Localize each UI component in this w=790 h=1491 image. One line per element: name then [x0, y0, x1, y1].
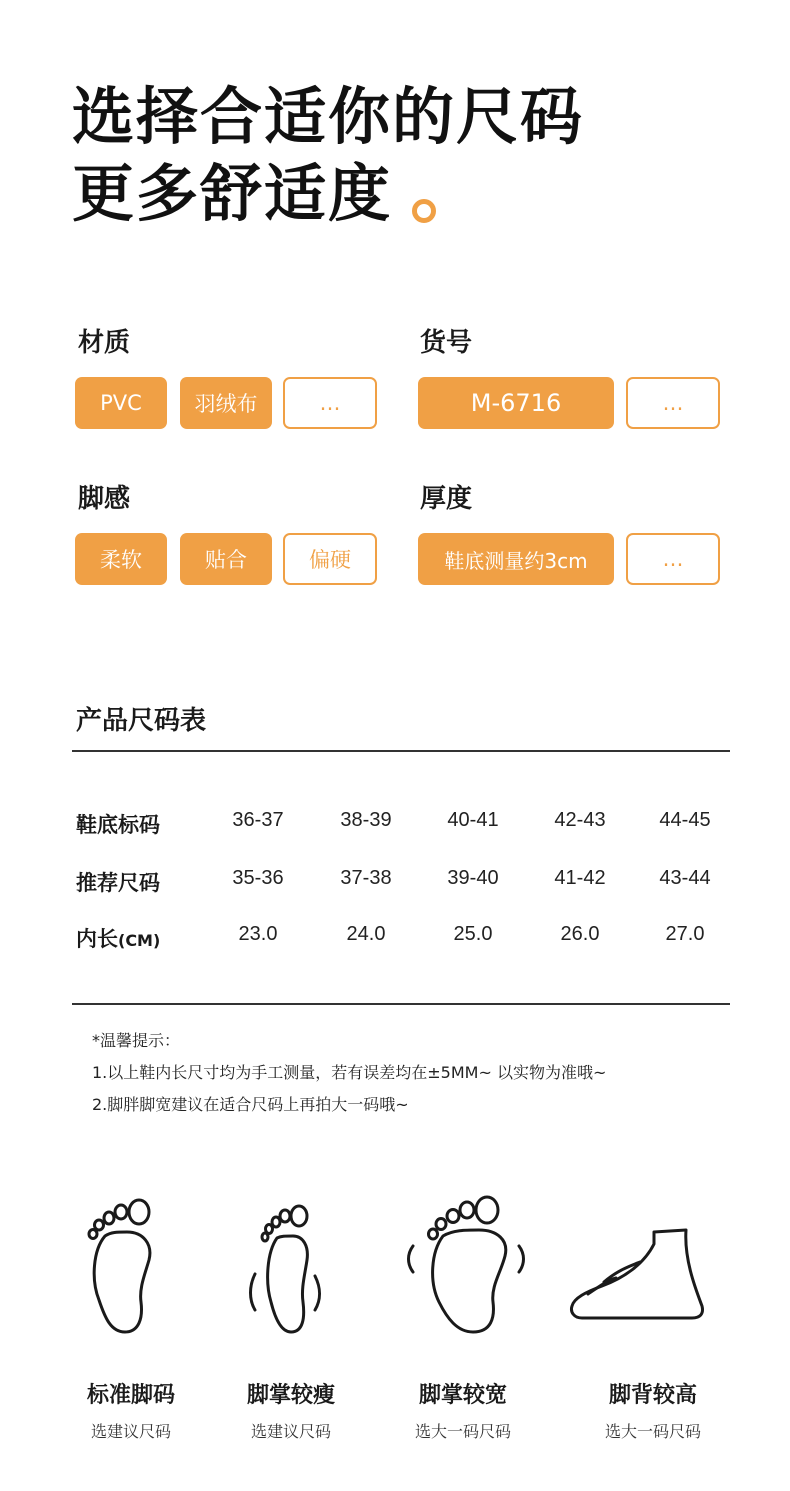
- recommended-size-label: 推荐尺码: [76, 871, 160, 895]
- wide-foot-icon: [395, 1190, 545, 1340]
- feel-tag-firm[interactable]: 偏硬: [283, 533, 377, 585]
- wide-foot-advice: 选大一码尺码: [414, 1422, 511, 1441]
- inner-length-label-text: 内长: [76, 927, 118, 951]
- feel-tag-soft[interactable]: 柔软: [75, 533, 167, 585]
- thickness-tag-more[interactable]: …: [626, 533, 720, 585]
- feel-tag-fitting[interactable]: 贴合: [180, 533, 272, 585]
- table-cell: 42-43: [554, 809, 606, 831]
- table-cell: 38-39: [340, 809, 392, 831]
- table-cell: 26.0: [560, 923, 600, 945]
- narrow-foot-advice: 选建议尺码: [250, 1422, 331, 1441]
- page-title-line-2: 更多舒适度: [72, 157, 393, 230]
- page-title-line-1: 选择合适你的尺码: [72, 80, 585, 153]
- table-cell: 44-45: [659, 809, 711, 831]
- table-cell: 40-41: [447, 809, 499, 831]
- table-cell: 25.0: [453, 923, 493, 945]
- table-cell: 43-44: [659, 867, 711, 889]
- table-cell: 23.0: [238, 923, 278, 945]
- high-instep-foot-advice: 选大一码尺码: [604, 1422, 701, 1441]
- size-table-title: 产品尺码表: [76, 706, 207, 736]
- sole-size-label: 鞋底标码: [76, 813, 160, 837]
- high-instep-foot-title: 脚背较高: [608, 1383, 697, 1408]
- material-tag-pvc[interactable]: PVC: [75, 377, 167, 429]
- table-cell: 27.0: [665, 923, 705, 945]
- notes-line-1: 1.以上鞋内长尺寸均为手工测量，若有误差均在±5MM~ 以实物为准哦~: [92, 1063, 607, 1082]
- item-number-tag[interactable]: M-6716: [418, 377, 614, 429]
- feel-label: 脚感: [78, 484, 131, 514]
- inner-length-unit: (CM): [118, 931, 161, 950]
- table-top-divider: [72, 750, 730, 752]
- narrow-foot-icon: [213, 1190, 363, 1340]
- table-cell: 35-36: [232, 867, 284, 889]
- table-cell: 39-40: [447, 867, 499, 889]
- table-cell: 24.0: [346, 923, 386, 945]
- inner-length-label: [76, 923, 160, 953]
- accent-dot-icon: [412, 199, 436, 223]
- wide-foot-title: 脚掌较宽: [418, 1383, 507, 1408]
- thickness-label: 厚度: [420, 484, 473, 514]
- table-cell: 41-42: [554, 867, 606, 889]
- standard-foot-advice: 选建议尺码: [90, 1422, 171, 1441]
- narrow-foot-title: 脚掌较瘦: [246, 1383, 335, 1408]
- item-number-label: 货号: [420, 328, 473, 358]
- thickness-tag[interactable]: 鞋底测量约3cm: [418, 533, 614, 585]
- standard-foot-icon: [47, 1190, 197, 1340]
- material-tag-down-fabric[interactable]: 羽绒布: [180, 377, 272, 429]
- notes-line-2: 2.脚胖脚宽建议在适合尺码上再拍大一码哦~: [92, 1095, 409, 1114]
- item-number-tag-more[interactable]: …: [626, 377, 720, 429]
- table-cell: 37-38: [340, 867, 392, 889]
- material-tag-more[interactable]: …: [283, 377, 377, 429]
- notes-heading: *温馨提示：: [92, 1031, 181, 1050]
- high-instep-foot-icon: [568, 1190, 718, 1340]
- table-cell: 36-37: [232, 809, 284, 831]
- table-bottom-divider: [72, 1003, 730, 1005]
- material-label: 材质: [78, 328, 131, 358]
- standard-foot-title: 标准脚码: [86, 1383, 175, 1408]
